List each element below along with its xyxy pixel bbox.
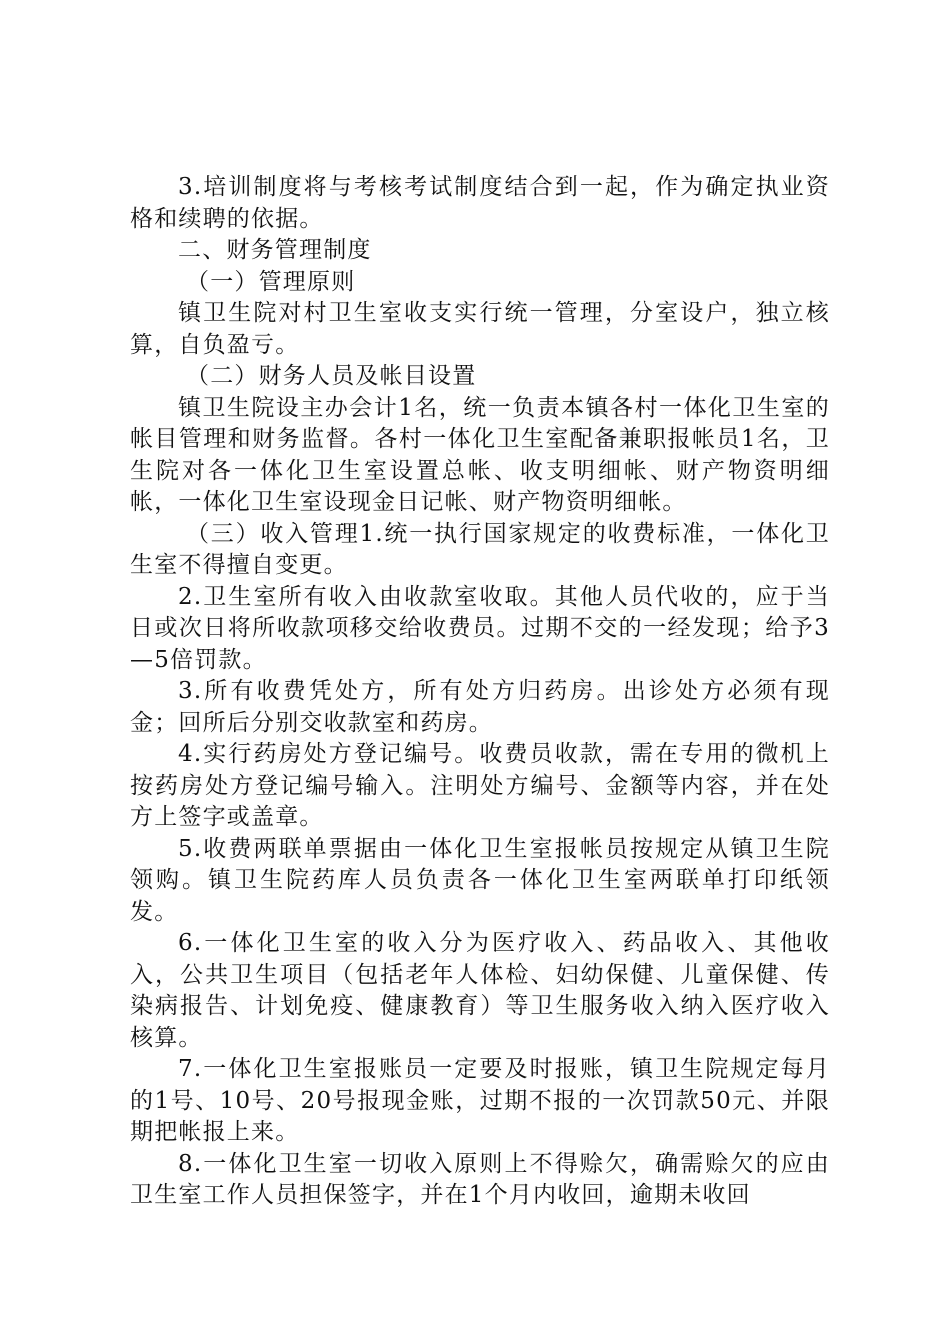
- paragraph-income-item-2: 2.卫生室所有收入由收款室收取。其他人员代收的，应于当日或次日将所收款项移交给收费员。过期不交的一经发现；给予3—5倍罚款。: [130, 583, 830, 673]
- document-body: [130, 172, 830, 1212]
- paragraph-income-item-5: 5.收费两联单票据由一体化卫生室报帐员按规定从镇卫生院领购。镇卫生院药库人员负责各一体化卫生室两联单打印纸领发。: [130, 835, 830, 925]
- section-heading-finance: 二、财务管理制度: [178, 237, 372, 263]
- paragraph-income-item-1: （三）收入管理1.统一执行国家规定的收费标准，一体化卫生室不得擅自变更。: [130, 520, 830, 578]
- paragraph-income-item-4: 4.实行药房处方登记编号。收费员收款，需在专用的微机上按药房处方登记编号输入。注明处方编号、金额等内容，并在处方上签字或盖章。: [130, 741, 830, 830]
- paragraph-income-item-8: 8.一体化卫生室一切收入原则上不得赊欠，确需赊欠的应由卫生室工作人员担保签字，并在1个月内收回，逾期未收回: [130, 1150, 830, 1208]
- paragraph-staff-accounts: 镇卫生院设主办会计1名，统一负责本镇各村一体化卫生室的帐目管理和财务监督。各村一体化卫生室配备兼职报帐员1名，卫生院对各一体化卫生室设置总帐、收支明细帐、财产物资明细帐，一体化卫生室设现金日记帐、财产物资明细帐。: [130, 394, 830, 515]
- paragraph-income-item-3: 3.所有收费凭处方，所有处方归药房。出诊处方必须有现金；回所后分别交收款室和药房。: [130, 678, 830, 736]
- paragraph-training-item-3: 3.培训制度将与考核考试制度结合到一起，作为确定执业资格和续聘的依据。: [130, 174, 830, 232]
- subheading-principles: （一）管理原则: [186, 268, 356, 295]
- paragraph-principles: 镇卫生院对村卫生室收支实行统一管理，分室设户，独立核算，自负盈亏。: [130, 300, 830, 358]
- subheading-staff-accounts: （二）财务人员及帐目设置: [186, 363, 477, 389]
- paragraph-income-item-7: 7.一体化卫生室报账员一定要及时报账，镇卫生院规定每月的1号、10号、20号报现金账，过期不报的一次罚款50元、并限期把帐报上来。: [130, 1056, 830, 1145]
- paragraph-income-item-6: 6.一体化卫生室的收入分为医疗收入、药品收入、其他收入，公共卫生项目（包括老年人体检、妇幼保健、儿童保健、传染病报告、计划免疫、健康教育）等卫生服务收入纳入医疗收入核算。: [130, 930, 830, 1051]
